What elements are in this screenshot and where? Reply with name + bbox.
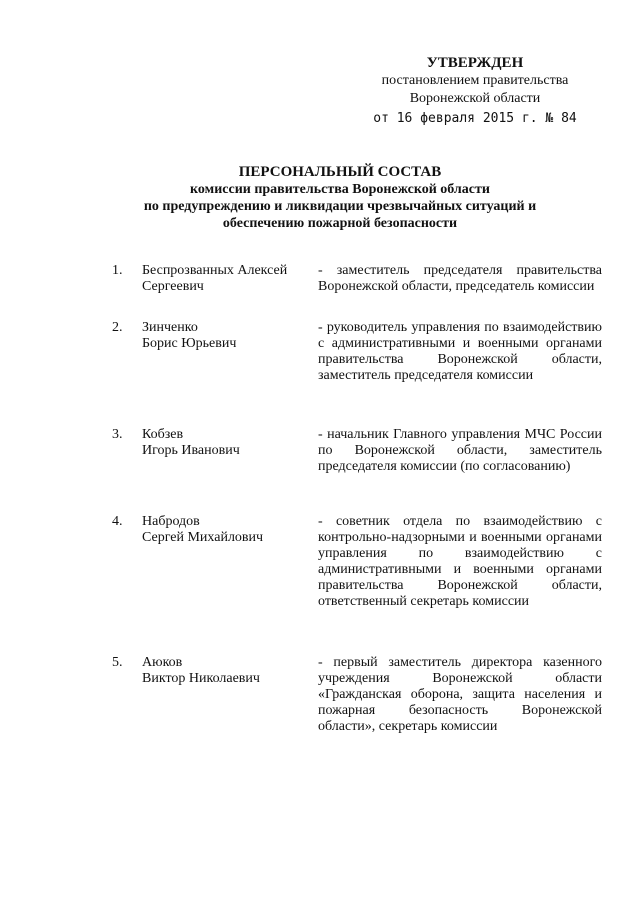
approval-title: УТВЕРЖДЕН (426, 55, 524, 71)
approval-block (360, 54, 590, 128)
member-surname: Зинченко (142, 320, 198, 335)
member-role: - заместитель председателя правительства Воронежской области, председатель комиссии (318, 263, 602, 294)
approval-date: от 16 февраля 2015 г. № 84 (373, 111, 577, 126)
member-name (142, 655, 312, 687)
member-surname: Набродов (142, 514, 200, 529)
heading-line-3: обеспечению пожарной безопасности (222, 216, 458, 231)
member-surname: Аюков (142, 655, 183, 670)
member-surname: Беспрозванных Алексей (142, 263, 288, 278)
member-role: - первый заместитель директора казенного учреждения Воронежской области «Гражданская оборона, защита населения и пожарная безопасность Воронежской области», секретарь комиссии (318, 655, 602, 734)
approval-line-1: постановлением правительства (381, 73, 569, 88)
member-name (142, 514, 312, 546)
member-surname: Кобзев (142, 427, 184, 442)
member-role: - начальник Главного управления МЧС России по Воронежской области, заместитель председателя комиссии (по согласованию) (318, 427, 602, 474)
heading-line-2: по предупреждению и ликвидации чрезвычайных ситуаций и (143, 199, 537, 214)
member-number: 2. (112, 320, 123, 335)
member-number: 3. (112, 427, 123, 442)
member-number: 5. (112, 655, 123, 670)
member-patronymic: Виктор Николаевич (142, 671, 260, 686)
approval-line-2: Воронежской области (409, 91, 541, 106)
member-role: - советник отдела по взаимодействию с контрольно-надзорными и военными органами управления по взаимодействию с административными и военными органами правительства Воронежской области, ответственный секретарь комиссии (318, 514, 602, 609)
member-number: 4. (112, 514, 123, 529)
member-patronymic: Борис Юрьевич (142, 336, 237, 351)
document-title: ПЕРСОНАЛЬНЫЙ СОСТАВ (238, 164, 442, 180)
member-patronymic: Сергеевич (142, 279, 204, 294)
member-role: - руководитель управления по взаимодействию с административными и военными органами правительства Воронежской области, заместитель председателя комиссии (318, 320, 602, 383)
member-patronymic: Игорь Иванович (142, 443, 240, 458)
document-heading (110, 164, 570, 232)
member-patronymic: Сергей Михайлович (142, 530, 264, 545)
member-name (142, 263, 312, 295)
member-name (142, 427, 312, 459)
member-name (142, 320, 312, 352)
heading-line-1: комиссии правительства Воронежской области (190, 182, 490, 197)
member-number: 1. (112, 263, 123, 278)
